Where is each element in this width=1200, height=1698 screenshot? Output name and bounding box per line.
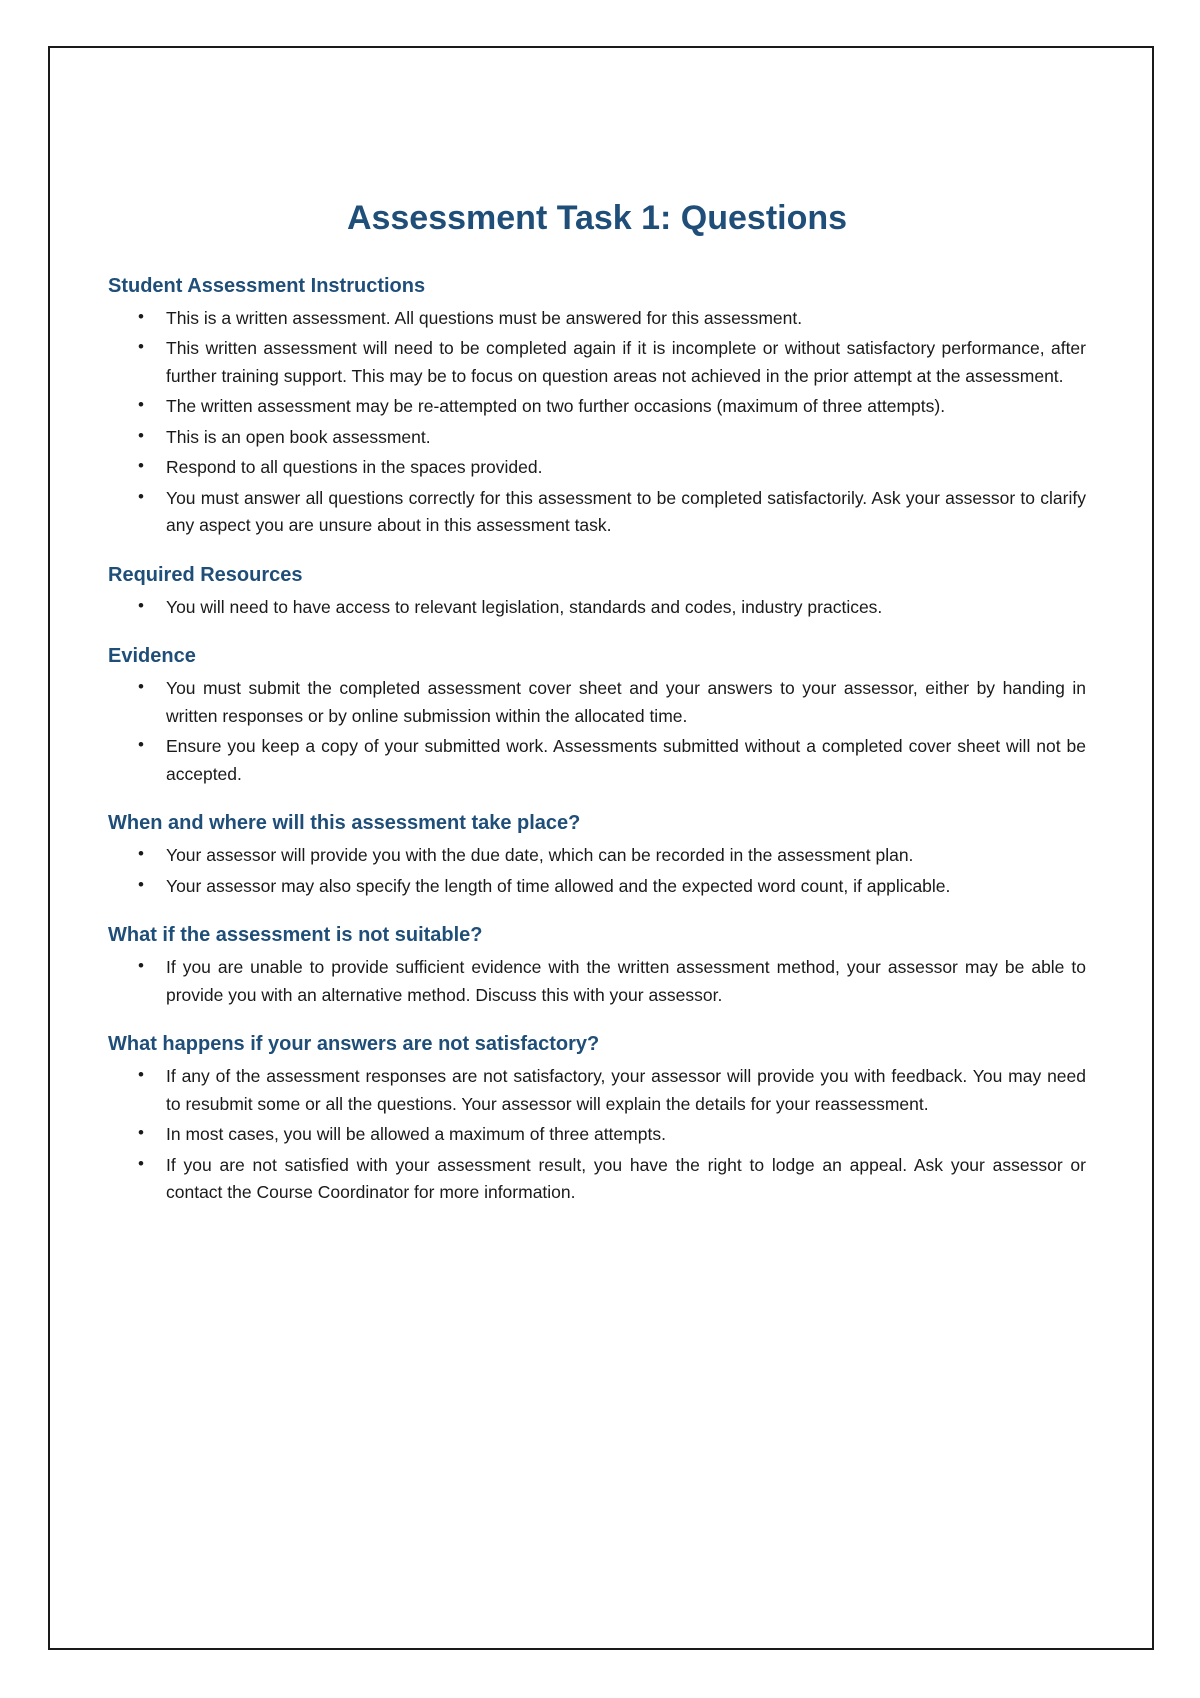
list-item	[108, 1152, 1086, 1207]
section-heading: Required Resources	[108, 563, 303, 586]
section	[108, 643, 1086, 788]
list-item-text: In most cases, you will be allowed a maximum of three attempts.	[166, 1124, 666, 1145]
section-heading: What happens if your answers are not satisfactory?	[108, 1033, 600, 1056]
bullet-list	[108, 954, 1086, 1009]
list-item	[108, 335, 1086, 390]
list-item	[108, 842, 1086, 870]
list-item	[108, 424, 1086, 452]
bullet-list	[108, 1063, 1086, 1207]
list-item	[108, 454, 1086, 482]
list-item-text: This is a written assessment. All questions must be answered for this assessment.	[166, 307, 803, 328]
list-item	[108, 733, 1086, 788]
list-item-text: This written assessment will need to be completed again if it is incomplete or without satisfactory performance, after further training support. This may be to focus on question areas not achieved in the prior attempt at the assessment.	[166, 338, 1086, 386]
bullet-icon: •	[138, 1123, 144, 1143]
list-item-text: This is an open book assessment.	[166, 426, 431, 447]
section	[108, 1031, 1086, 1207]
list-item	[108, 305, 1086, 333]
section-heading: What if the assessment is not suitable?	[108, 924, 483, 947]
list-item-text: If you are unable to provide sufficient evidence with the written assessment method, your assessor may be able to provide you with an alternative method. Discuss this with your assessor.	[166, 957, 1086, 1005]
bullet-list	[108, 675, 1086, 788]
bullet-icon: •	[138, 425, 144, 445]
section	[108, 562, 1086, 622]
list-item-text: If you are not satisfied with your assessment result, you have the right to lodge an appeal. Ask your assessor or contact the Course Coordinator for more information.	[166, 1154, 1086, 1203]
list-item	[108, 1121, 1086, 1149]
list-item	[108, 675, 1086, 730]
bullet-icon: •	[138, 456, 144, 476]
document-content	[108, 198, 1086, 1229]
bullet-icon: •	[138, 677, 144, 697]
bullet-icon: •	[138, 1065, 144, 1085]
bullet-icon: •	[138, 844, 144, 864]
bullet-icon: •	[138, 956, 144, 976]
list-item	[108, 873, 1086, 901]
section-heading: Student Assessment Instructions	[108, 274, 426, 297]
section-heading: When and where will this assessment take place?	[108, 812, 581, 835]
bullet-list	[108, 305, 1086, 540]
list-item-text: The written assessment may be re-attempted on two further occasions (maximum of three attempts).	[166, 396, 946, 417]
list-item-text: Ensure you keep a copy of your submitted work. Assessments submitted without a completed cover sheet will not be accepted.	[166, 736, 1086, 784]
list-item	[108, 1063, 1086, 1118]
bullet-icon: •	[138, 395, 144, 415]
section	[108, 810, 1086, 900]
list-item	[108, 954, 1086, 1009]
list-item	[108, 594, 1086, 622]
section-heading: Evidence	[108, 645, 196, 668]
bullet-list	[108, 842, 1086, 900]
list-item-text: If any of the assessment responses are not satisfactory, your assessor will provide you with feedback. You may need to resubmit some or all the questions. Your assessor will explain the details for your reassessment.	[166, 1066, 1086, 1114]
list-item	[108, 393, 1086, 421]
list-item-text: You will need to have access to relevant legislation, standards and codes, industry practices.	[166, 596, 883, 617]
page-title: Assessment Task 1: Questions	[346, 199, 848, 237]
list-item-text: Your assessor may also specify the length of time allowed and the expected word count, if applicable.	[166, 875, 951, 896]
list-item-text: You must submit the completed assessment cover sheet and your answers to your assessor, either by handing in written responses or by online submission within the allocated time.	[166, 678, 1086, 726]
bullet-icon: •	[138, 595, 144, 615]
bullet-icon: •	[138, 1153, 144, 1173]
bullet-icon: •	[138, 874, 144, 894]
list-item-text: Your assessor will provide you with the due date, which can be recorded in the assessment plan.	[166, 845, 914, 866]
bullet-list	[108, 594, 1086, 622]
list-item	[108, 485, 1086, 540]
bullet-icon: •	[138, 306, 144, 326]
section	[108, 273, 1086, 540]
bullet-icon: •	[138, 735, 144, 755]
list-item-text: Respond to all questions in the spaces provided.	[166, 457, 543, 478]
bullet-icon: •	[138, 486, 144, 506]
bullet-icon: •	[138, 337, 144, 357]
list-item-text: You must answer all questions correctly for this assessment to be completed satisfactorily. Ask your assessor to clarify any aspect you are unsure about in this assessment task.	[166, 487, 1086, 536]
sections-container	[108, 273, 1086, 1207]
section	[108, 922, 1086, 1009]
